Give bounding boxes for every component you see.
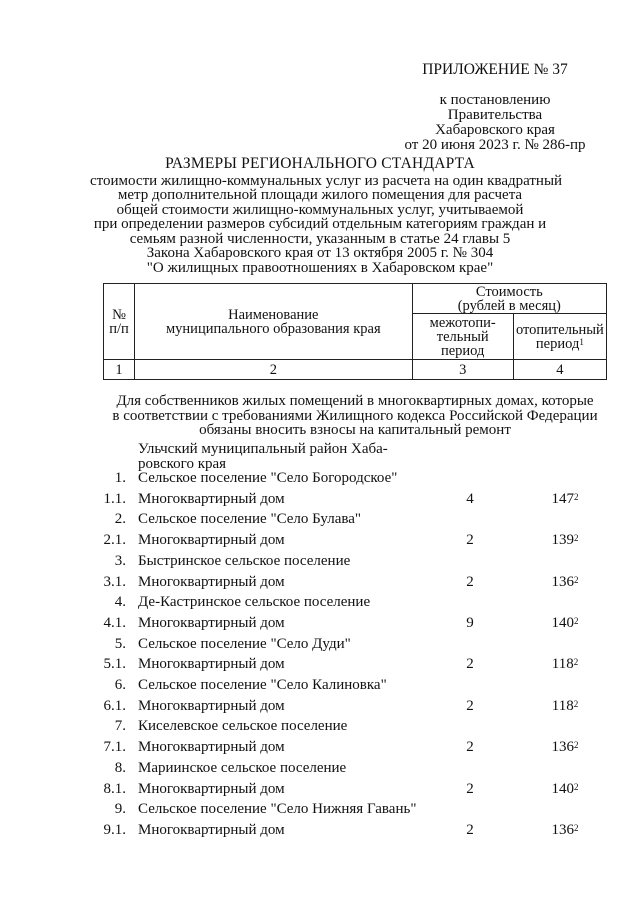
row-number: 3.: [114, 552, 126, 569]
table-row: [0, 614, 640, 634]
header-interheating: межотопи-: [429, 314, 496, 331]
row-heating-value-cell: [530, 821, 600, 839]
row-heating-value-cell: [530, 614, 600, 632]
appendix-ref-line: к постановлению: [439, 92, 551, 108]
row-number: 6.1.: [103, 697, 126, 714]
row-number: 9.1.: [103, 821, 126, 838]
row-number: 4.: [114, 594, 126, 611]
row-name: Сельское поселение "Село Дуди": [138, 635, 351, 652]
row-interheating-value: 2: [466, 573, 474, 590]
row-heating-value: 118: [551, 656, 574, 673]
row-name: Сельское поселение "Село Богородское": [138, 470, 398, 486]
header-num: п/п: [109, 320, 129, 337]
footnote-mark: 2: [573, 698, 579, 709]
header-name: муниципального образования края: [166, 320, 381, 337]
header-interheating: тельный: [436, 328, 489, 345]
row-name: Многоквартирный дом: [138, 573, 285, 590]
row-heating-value: 136: [551, 821, 574, 838]
table-row: [0, 759, 640, 779]
row-number: 2.: [114, 511, 126, 528]
row-interheating-value: 2: [466, 739, 474, 756]
row-interheating-value: 9: [466, 614, 474, 631]
row-heating-value-cell: [530, 573, 600, 591]
row-interheating-value: 2: [466, 821, 474, 838]
row-heating-value: 147: [551, 490, 574, 507]
row-heating-value: 140: [551, 780, 574, 797]
table-row: [0, 469, 640, 489]
district-line: Ульчский муниципальный район Хаба-: [138, 441, 388, 457]
row-interheating-value: 2: [466, 656, 474, 673]
column-number: 1: [104, 360, 135, 380]
title-line: общей стоимости жилищно-коммунальных услуг, учитываемой: [116, 201, 524, 218]
table-row: [0, 697, 640, 717]
header-num-cell: [104, 284, 135, 360]
document-title: [90, 155, 563, 276]
row-number: 8.: [114, 759, 126, 776]
table-row: [0, 717, 640, 737]
row-interheating-value: 2: [466, 697, 474, 714]
footnote-mark: 2: [574, 740, 579, 751]
footnote-mark: 2: [574, 533, 579, 544]
footnote-mark: 1: [579, 336, 584, 347]
row-name: Многоквартирный дом: [138, 490, 285, 507]
row-heating-value-cell: [530, 780, 600, 798]
table-row: [0, 531, 640, 551]
section-line: Для собственников жилых помещений в многоквартирных домах, которые: [116, 393, 594, 409]
row-number: 1.1.: [103, 490, 126, 507]
row-number: 7.1.: [103, 739, 126, 756]
row-name: Сельское поселение "Село Калиновка": [138, 677, 387, 693]
row-name: Многоквартирный дом: [138, 656, 285, 673]
column-number: 2: [135, 360, 413, 380]
row-heating-value-cell: [530, 655, 600, 673]
row-heating-value: 140: [551, 614, 574, 631]
title-line: стоимости жилищно-коммунальных услуг из расчета на один квадратный: [90, 172, 563, 189]
row-name: Быстринское сельское поселение: [138, 552, 351, 569]
header-cost: (рублей в месяц): [457, 297, 561, 314]
title-line: при определении размеров субсидий отдельным категориям граждан и: [93, 216, 547, 232]
table-row: [0, 635, 640, 655]
row-number: 1.: [114, 470, 126, 486]
row-number: 6.: [114, 677, 126, 693]
row-heating-value: 118: [551, 697, 574, 714]
row-heating-value-cell: [530, 531, 600, 549]
title-line: семьям разной численности, указанным в статье 24 главы 5: [129, 230, 511, 247]
header-cost: Стоимость: [475, 283, 543, 300]
section-line: в соответствии с требованиями Жилищного кодекса Российской Федерации: [112, 407, 598, 424]
row-heating-value-cell: [530, 697, 600, 715]
table-row: [0, 552, 640, 572]
table-header: [103, 283, 607, 380]
table-row: [0, 780, 640, 800]
column-number: 4: [513, 360, 606, 380]
footnote-mark: 2: [574, 574, 579, 585]
row-number: 8.1.: [103, 780, 126, 797]
row-heating-value: 136: [551, 573, 574, 590]
header-heating: период: [535, 335, 580, 352]
header-heating-cell: [513, 314, 606, 360]
appendix-date: от 20 июня 2023 г. № 286-пр: [404, 137, 586, 153]
row-number: 3.1.: [103, 573, 126, 590]
row-interheating-value: 2: [466, 780, 474, 797]
title-line: метр дополнительной площади жилого помещения для расчета: [117, 187, 523, 203]
table-row: [0, 593, 640, 613]
section-heading: [104, 394, 606, 438]
footnote-mark: 2: [574, 781, 579, 792]
header-name: Наименование: [228, 306, 319, 323]
appendix-number: ПРИЛОЖЕНИЕ № 37: [422, 61, 568, 78]
title-line: Закона Хабаровского края от 13 октября 2005 г. № 304: [146, 245, 494, 261]
table-row: [0, 738, 640, 758]
row-name: Многоквартирный дом: [138, 697, 285, 714]
row-number: 5.: [114, 635, 126, 652]
title-heading: РАЗМЕРЫ РЕГИОНАЛЬНОГО СТАНДАРТА: [165, 155, 475, 172]
appendix-block: [375, 62, 615, 153]
header-num: №: [112, 306, 126, 323]
table-row: [0, 655, 640, 675]
row-name: Многоквартирный дом: [138, 739, 285, 756]
row-number: 5.1.: [103, 656, 126, 673]
header-interheating-cell: [412, 314, 513, 360]
row-number: 9.: [114, 801, 126, 818]
header-heating: отопительный: [515, 321, 604, 338]
title-line: "О жилищных правоотношениях в Хабаровском крае": [146, 259, 494, 276]
table-row: [0, 490, 640, 510]
table-row: [0, 573, 640, 593]
row-number: 4.1.: [103, 614, 126, 631]
appendix-ref-line: Правительства: [447, 107, 543, 123]
row-heating-value-cell: [530, 738, 600, 756]
row-name: Мариинское сельское поселение: [138, 759, 347, 776]
district-name: [138, 442, 388, 471]
table-row: [0, 821, 640, 841]
row-interheating-value: 4: [466, 490, 474, 507]
district-line: ровского края: [138, 455, 227, 472]
footnote-mark: 2: [573, 657, 579, 668]
row-heating-value: 139: [551, 532, 574, 549]
row-name: Многоквартирный дом: [138, 780, 285, 797]
row-name: Де-Кастринское сельское поселение: [138, 594, 371, 611]
column-number: 3: [412, 360, 513, 380]
header-interheating: период: [440, 342, 485, 359]
footnote-mark: 2: [574, 615, 579, 626]
footnote-mark: 2: [574, 822, 579, 833]
row-name: Многоквартирный дом: [138, 821, 285, 838]
row-heating-value-cell: [530, 490, 600, 508]
row-number: 2.1.: [103, 532, 126, 549]
header-name-cell: [135, 284, 413, 360]
row-name: Сельское поселение "Село Булава": [138, 511, 362, 528]
row-heating-value: 136: [551, 739, 574, 756]
section-line: обязаны вносить взносы на капитальный ремонт: [199, 422, 511, 438]
row-name: Сельское поселение "Село Нижняя Гавань": [138, 801, 417, 818]
table-row: [0, 800, 640, 820]
row-name: Многоквартирный дом: [138, 614, 285, 631]
table-row: [0, 510, 640, 530]
row-name: Киселевское сельское поселение: [138, 718, 348, 735]
table-row: [0, 676, 640, 696]
footnote-mark: 2: [574, 491, 579, 502]
row-interheating-value: 2: [466, 532, 474, 549]
row-number: 7.: [114, 718, 126, 735]
row-name: Многоквартирный дом: [138, 532, 285, 549]
appendix-ref-line: Хабаровского края: [435, 122, 555, 138]
header-cost-cell: [412, 284, 606, 314]
